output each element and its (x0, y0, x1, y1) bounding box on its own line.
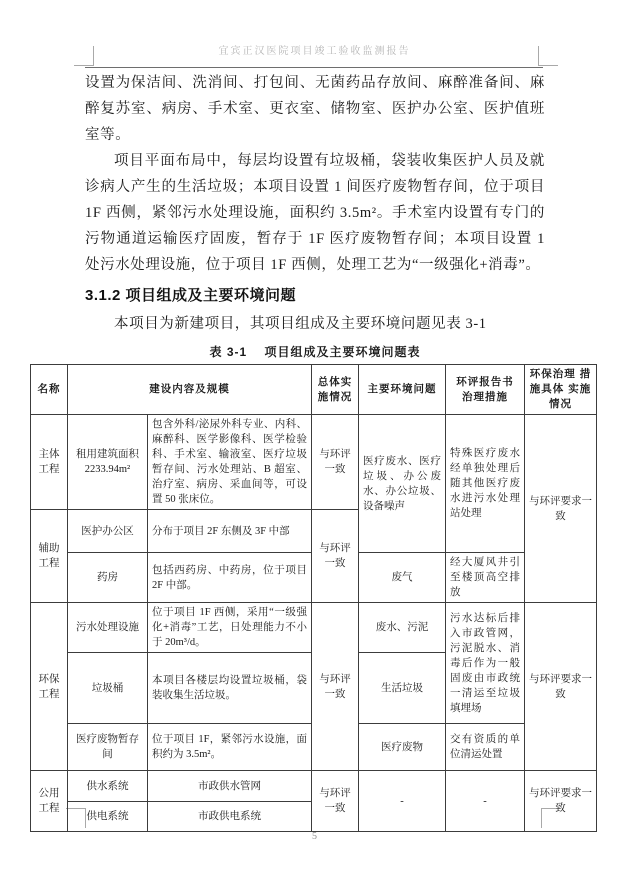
table-caption: 表 3-1 项目组成及主要环境问题表 (209, 345, 421, 359)
cell-eia-main: 特殊医疗废水经单独处理后随其他医疗废水进污水处理站处理 (446, 415, 525, 553)
cell-impl-utility: 与环评要求一致 (525, 771, 597, 832)
cell-issues-sewage: 废水、污泥 (359, 603, 446, 653)
table-row-water-supply (31, 771, 597, 802)
col-header-issues: 主要环境问题 (359, 365, 446, 415)
page-number: 5 (312, 831, 317, 842)
running-header-title: 宜宾正汉医院项目竣工验收监测报告 (218, 46, 411, 57)
intro-paragraph: 本项目为新建项目，其项目组成及主要环境问题见表 3-1 (114, 316, 487, 332)
cell-overall-auxiliary: 与环评一致 (312, 510, 359, 603)
cell-desc-sewage: 位于项目 1F 西侧，采用“一级强化+消毒”工艺，日处理能力不小于 20m³/d。 (148, 603, 312, 653)
cell-group-environmental: 环保工程 (31, 603, 68, 771)
cell-desc-water-supply: 市政供水管网 (148, 771, 312, 802)
cell-desc-power-supply: 市政供电系统 (148, 802, 312, 832)
cell-eia-sewage: 污水达标后排入市政管网，污泥脱水、消毒后作为一般固废由市政统一清运至垃圾填埋场 (446, 603, 525, 724)
col-header-content: 建设内容及规模 (68, 365, 312, 415)
table-row-sewage (31, 603, 597, 653)
cell-desc-office: 分布于项目 2F 东侧及 3F 中部 (148, 510, 312, 553)
table-header-row (31, 365, 597, 415)
cell-overall-environmental: 与环评一致 (312, 603, 359, 771)
cell-sub-power-supply: 供电系统 (68, 802, 148, 832)
col-header-name: 名称 (31, 365, 68, 415)
cell-sub-sewage: 污水处理设施 (68, 603, 148, 653)
page-content (37, 70, 592, 832)
cell-eia-pharmacy: 经大厦风井引至楼顶高空排放 (446, 553, 525, 603)
cell-impl-main: 与环评要求一致 (525, 415, 597, 603)
header-rule (85, 67, 543, 68)
cell-desc-main: 包含外科/泌尿外科专业、内科、麻醉科、医学影像科、医学检验科、手术室、输液室、医疗垃圾暂存间、污水处理站、B 超室、治疗室、病房、采血间等，可设置 50 张床位。 (148, 415, 312, 510)
col-header-overall: 总体实施情况 (312, 365, 359, 415)
cell-issues-main: 医疗废水、医疗垃圾、办公废水、办公垃圾、设备噪声 (359, 415, 446, 553)
table-row-main-project (31, 415, 597, 510)
body-paragraph-1: 设置为保洁间、洗消间、打包间、无菌药品存放间、麻醉准备间、麻醉复苏室、病房、手术室、更衣室、储物室、医护办公室、医护值班室等。 (85, 75, 545, 143)
col-header-impl: 环保治理 措施具体 实施情况 (525, 365, 597, 415)
cell-desc-trash: 本项目各楼层均设置垃圾桶，袋装收集生活垃圾。 (148, 653, 312, 724)
col-header-eia: 环评报告书 治理措施 (446, 365, 525, 415)
section-heading: 3.1.2 项目组成及主要环境问题 (85, 287, 297, 304)
cell-overall-utility: 与环评一致 (312, 771, 359, 832)
cell-sub-pharmacy: 药房 (68, 553, 148, 603)
cell-group-utility: 公用工程 (31, 771, 68, 832)
cell-issues-trash: 生活垃圾 (359, 653, 446, 724)
cell-issues-medical-waste: 医疗废物 (359, 724, 446, 771)
project-composition-table (30, 364, 597, 832)
cell-group-auxiliary: 辅助工程 (31, 510, 68, 603)
cell-desc-pharmacy: 包括西药房、中药房，位于项目 2F 中部。 (148, 553, 312, 603)
cell-issues-pharmacy: 废气 (359, 553, 446, 603)
cell-sub-water-supply: 供水系统 (68, 771, 148, 802)
cell-issues-utility: - (359, 771, 446, 832)
cell-impl-environmental: 与环评要求一致 (525, 603, 597, 771)
cell-eia-medical-waste: 交有资质的单位清运处置 (446, 724, 525, 771)
cell-desc-medical-waste: 位于项目 1F，紧邻污水设施，面积约为 3.5m²。 (148, 724, 312, 771)
cell-eia-utility: - (446, 771, 525, 832)
cell-group-main: 主体工程 (31, 415, 68, 510)
body-paragraph-2: 项目平面布局中，每层均设置有垃圾桶，袋装收集医护人员及就诊病人产生的生活垃圾；本项目设置 1 间医疗废物暂存间，位于项目 1F 西侧，紧邻污水处理设施，面积约 3.5m²。手术室内设置有专门的污物通道运输医疗固废，暂存于 1F 医疗废物暂存间；本项目设置 1 处污水处理设施，位于项目 1F 西侧，处理工艺为“一级强化+消毒”。 (85, 153, 545, 273)
cell-overall-main: 与环评一致 (312, 415, 359, 510)
cell-sub-office: 医护办公区 (68, 510, 148, 553)
cell-sub-trash: 垃圾桶 (68, 653, 148, 724)
cell-sub-main: 租用建筑面积 2233.94m² (68, 415, 148, 510)
cell-sub-medical-waste: 医疗废物暂存间 (68, 724, 148, 771)
